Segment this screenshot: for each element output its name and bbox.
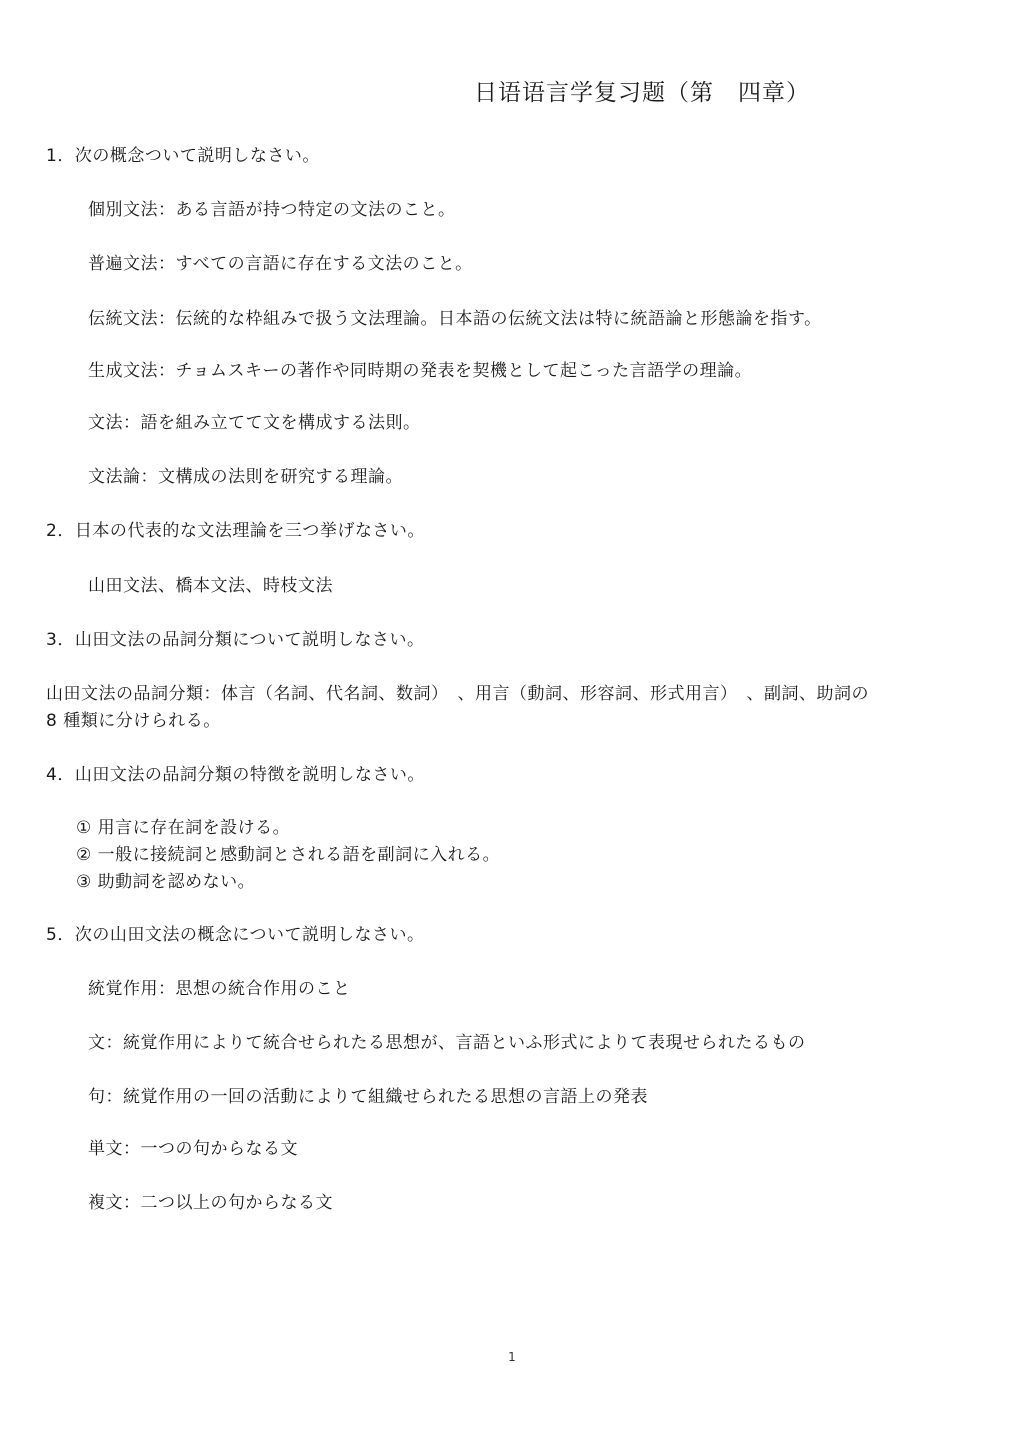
question-1: 1．次の概念ついて説明しなさい。 [46, 146, 320, 166]
list-item-4-3: ③ 助動詞を認めない。 [76, 872, 256, 892]
answer-1-6: 文法論：文構成の法則を研究する理論。 [88, 467, 403, 487]
question-2: 2．日本の代表的な文法理論を三つ挙げなさい。 [46, 521, 425, 541]
page-number: 1 [508, 1350, 516, 1364]
answer-1-5: 文法：語を組み立てて文を構成する法則。 [88, 413, 421, 433]
answer-5-5: 複文：二つ以上の句からなる文 [88, 1193, 333, 1213]
answer-1-1: 個別文法：ある言語が持つ特定の文法のこと。 [88, 200, 456, 220]
answer-3-line-2: 8 種類に分けられる。 [46, 711, 221, 731]
answer-5-3: 句：統覚作用の一回の活動によりて組織せられたる思想の言語上の発表 [88, 1087, 648, 1107]
page-title: 日语语言学复习题（第 四章） [474, 80, 810, 106]
answer-1-3: 伝統文法：伝統的な枠組みで扱う文法理論。日本語の伝統文法は特に統語論と形態論を指す。 [88, 309, 822, 329]
question-4: 4．山田文法の品詞分類の特徴を説明しなさい。 [46, 765, 425, 785]
answer-1-2: 普遍文法：すべての言語に存在する文法のこと。 [88, 254, 473, 274]
answer-5-1: 統覚作用：思想の統合作用のこと [88, 979, 351, 999]
answer-3-line-1: 山田文法の品詞分類：体言（名詞、代名詞、数詞） 、用言（動詞、形容詞、形式用言） 、副詞、助詞の [46, 684, 869, 704]
list-item-4-1: ① 用言に存在詞を設ける。 [76, 818, 291, 838]
question-5: 5．次の山田文法の概念について説明しなさい。 [46, 925, 425, 945]
question-3: 3．山田文法の品詞分類について説明しなさい。 [46, 630, 425, 650]
answer-5-2: 文：統覚作用によりて統合せられたる思想が、言語といふ形式によりて表現せられたるもの [88, 1033, 806, 1053]
answer-2: 山田文法、橋本文法、時枝文法 [88, 576, 333, 596]
answer-1-4: 生成文法：チョムスキーの著作や同時期の発表を契機として起こった言語学の理論。 [88, 361, 753, 381]
list-item-4-2: ② 一般に接続詞と感動詞とされる語を副詞に入れる。 [76, 845, 501, 865]
answer-5-4: 単文：一つの句からなる文 [88, 1139, 298, 1159]
